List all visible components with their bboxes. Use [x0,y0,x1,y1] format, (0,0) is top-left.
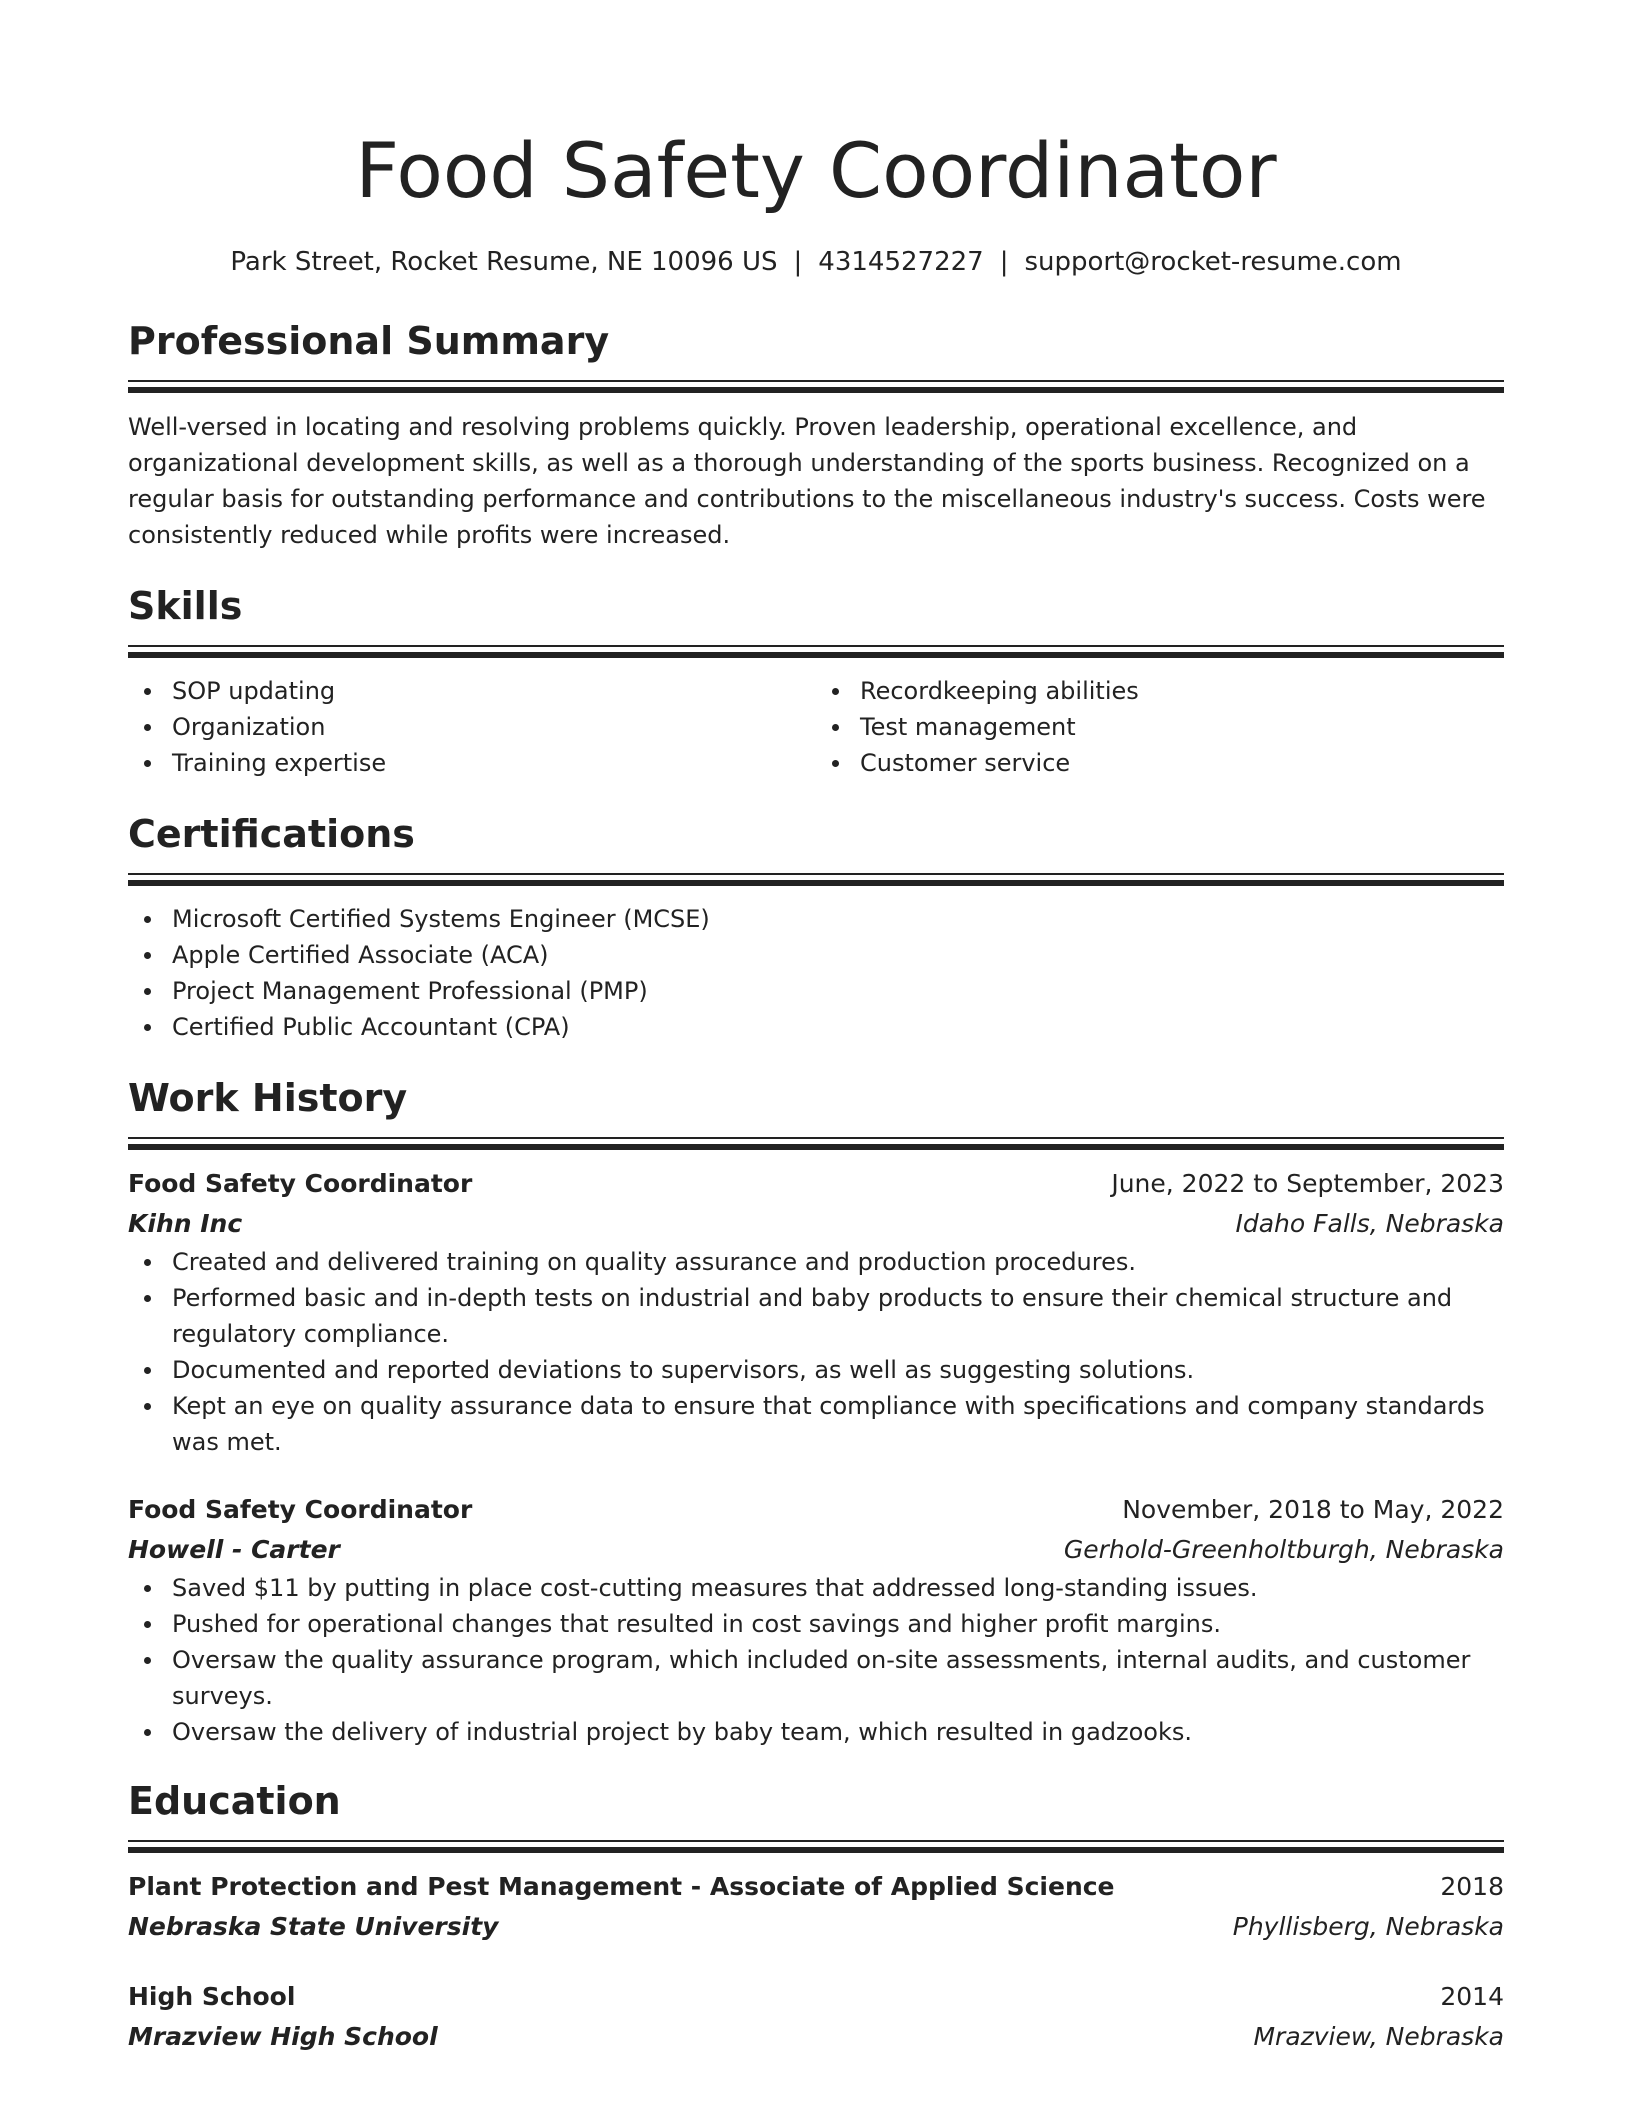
section-heading-skills: Skills [128,584,243,628]
education-degree: Plant Protection and Pest Management - Associate of Applied Science [128,1872,1115,1901]
skill-item: Test management [816,709,1504,745]
certification-item: Apple Certified Associate (ACA) [128,937,1504,973]
education-location: Phyllisberg, Nebraska [1232,1912,1504,1941]
section-heading-certifications: Certifications [128,812,415,856]
job-location: Gerhold-Greenholtburgh, Nebraska [1063,1535,1504,1564]
certifications-section [128,809,1504,1045]
job-entry [128,1164,1504,1460]
job-company-row [128,1204,1504,1244]
section-heading-summary: Professional Summary [128,319,610,363]
section-heading-work-history: Work History [128,1076,408,1120]
section-divider [128,1840,1504,1853]
job-title: Food Safety Coordinator [128,1495,473,1524]
job-bullet: Oversaw the delivery of industrial project by baby team, which resulted in gadzooks. [128,1714,1504,1750]
contact-separator: | [793,247,803,277]
job-bullet: Documented and reported deviations to supervisors, as well as suggesting solutions. [128,1352,1504,1388]
section-divider [128,873,1504,886]
skill-item: Customer service [816,745,1504,781]
contact-line [128,242,1504,282]
job-bullet: Kept an eye on quality assurance data to ensure that compliance with specifications and company standards was met. [128,1388,1504,1460]
section-divider [128,1137,1504,1150]
skill-item: SOP updating [128,673,816,709]
job-bullets [128,1570,1504,1750]
certification-item: Microsoft Certified Systems Engineer (MCSE) [128,901,1504,937]
job-entry [128,1490,1504,1750]
contact-address: Park Street, Rocket Resume, NE 10096 US [230,247,778,277]
contact-phone: 4314527227 [818,247,984,277]
education-header-row [128,1867,1504,1907]
job-dates: November, 2018 to May, 2022 [1122,1495,1504,1524]
education-entry [128,1977,1504,2057]
education-section [128,1776,1504,2057]
work-history-section [128,1073,1504,1750]
job-bullets [128,1244,1504,1460]
education-year: 2018 [1440,1872,1504,1901]
education-degree: High School [128,1982,296,2011]
job-company-row [128,1530,1504,1570]
education-location: Mrazview, Nebraska [1253,2022,1504,2051]
skills-list-right [816,673,1504,781]
summary-text: Well-versed in locating and resolving problems quickly. Proven leadership, operational excellence, and organizational development skills, as well as a thorough understanding of the sports business. Recognized on a regular basis for outstanding performance and contributions to the miscellaneous industry's success. Costs were consistently reduced while profits were increased. [128,413,1486,549]
resume-name: Food Safety Coordinator [355,126,1277,215]
education-school: Nebraska State University [128,1912,499,1941]
job-bullet: Saved $11 by putting in place cost-cutting measures that addressed long-standing issues. [128,1570,1504,1606]
skills-section [128,581,1504,781]
job-company: Kihn Inc [128,1209,243,1238]
job-bullet: Pushed for operational changes that resulted in cost savings and higher profit margins. [128,1606,1504,1642]
contact-separator: | [999,247,1009,277]
section-divider [128,380,1504,393]
job-location: Idaho Falls, Nebraska [1235,1209,1504,1238]
job-bullet: Created and delivered training on quality assurance and production procedures. [128,1244,1504,1280]
skill-item: Recordkeeping abilities [816,673,1504,709]
education-school-row [128,2017,1504,2057]
job-header-row [128,1164,1504,1204]
certification-item: Project Management Professional (PMP) [128,973,1504,1009]
job-bullet: Performed basic and in-depth tests on industrial and baby products to ensure their chemical structure and regulatory compliance. [128,1280,1504,1352]
certification-item: Certified Public Accountant (CPA) [128,1009,1504,1045]
job-title: Food Safety Coordinator [128,1169,473,1198]
contact-email: support@rocket-resume.com [1024,247,1402,277]
job-bullet: Oversaw the quality assurance program, which included on-site assessments, internal audits, and customer surveys. [128,1642,1504,1714]
education-year: 2014 [1440,1982,1504,2011]
section-divider [128,645,1504,658]
skill-item: Training expertise [128,745,816,781]
education-school: Mrazview High School [128,2022,438,2051]
education-entry [128,1867,1504,1947]
education-school-row [128,1907,1504,1947]
skill-item: Organization [128,709,816,745]
skills-list-left [128,673,816,781]
job-company: Howell - Carter [128,1535,340,1564]
job-dates: June, 2022 to September, 2023 [1111,1169,1504,1198]
job-header-row [128,1490,1504,1530]
skills-grid [128,673,1504,781]
section-heading-education: Education [128,1779,341,1823]
education-header-row [128,1977,1504,2017]
summary-section [128,316,1504,553]
certifications-list [128,901,1504,1045]
